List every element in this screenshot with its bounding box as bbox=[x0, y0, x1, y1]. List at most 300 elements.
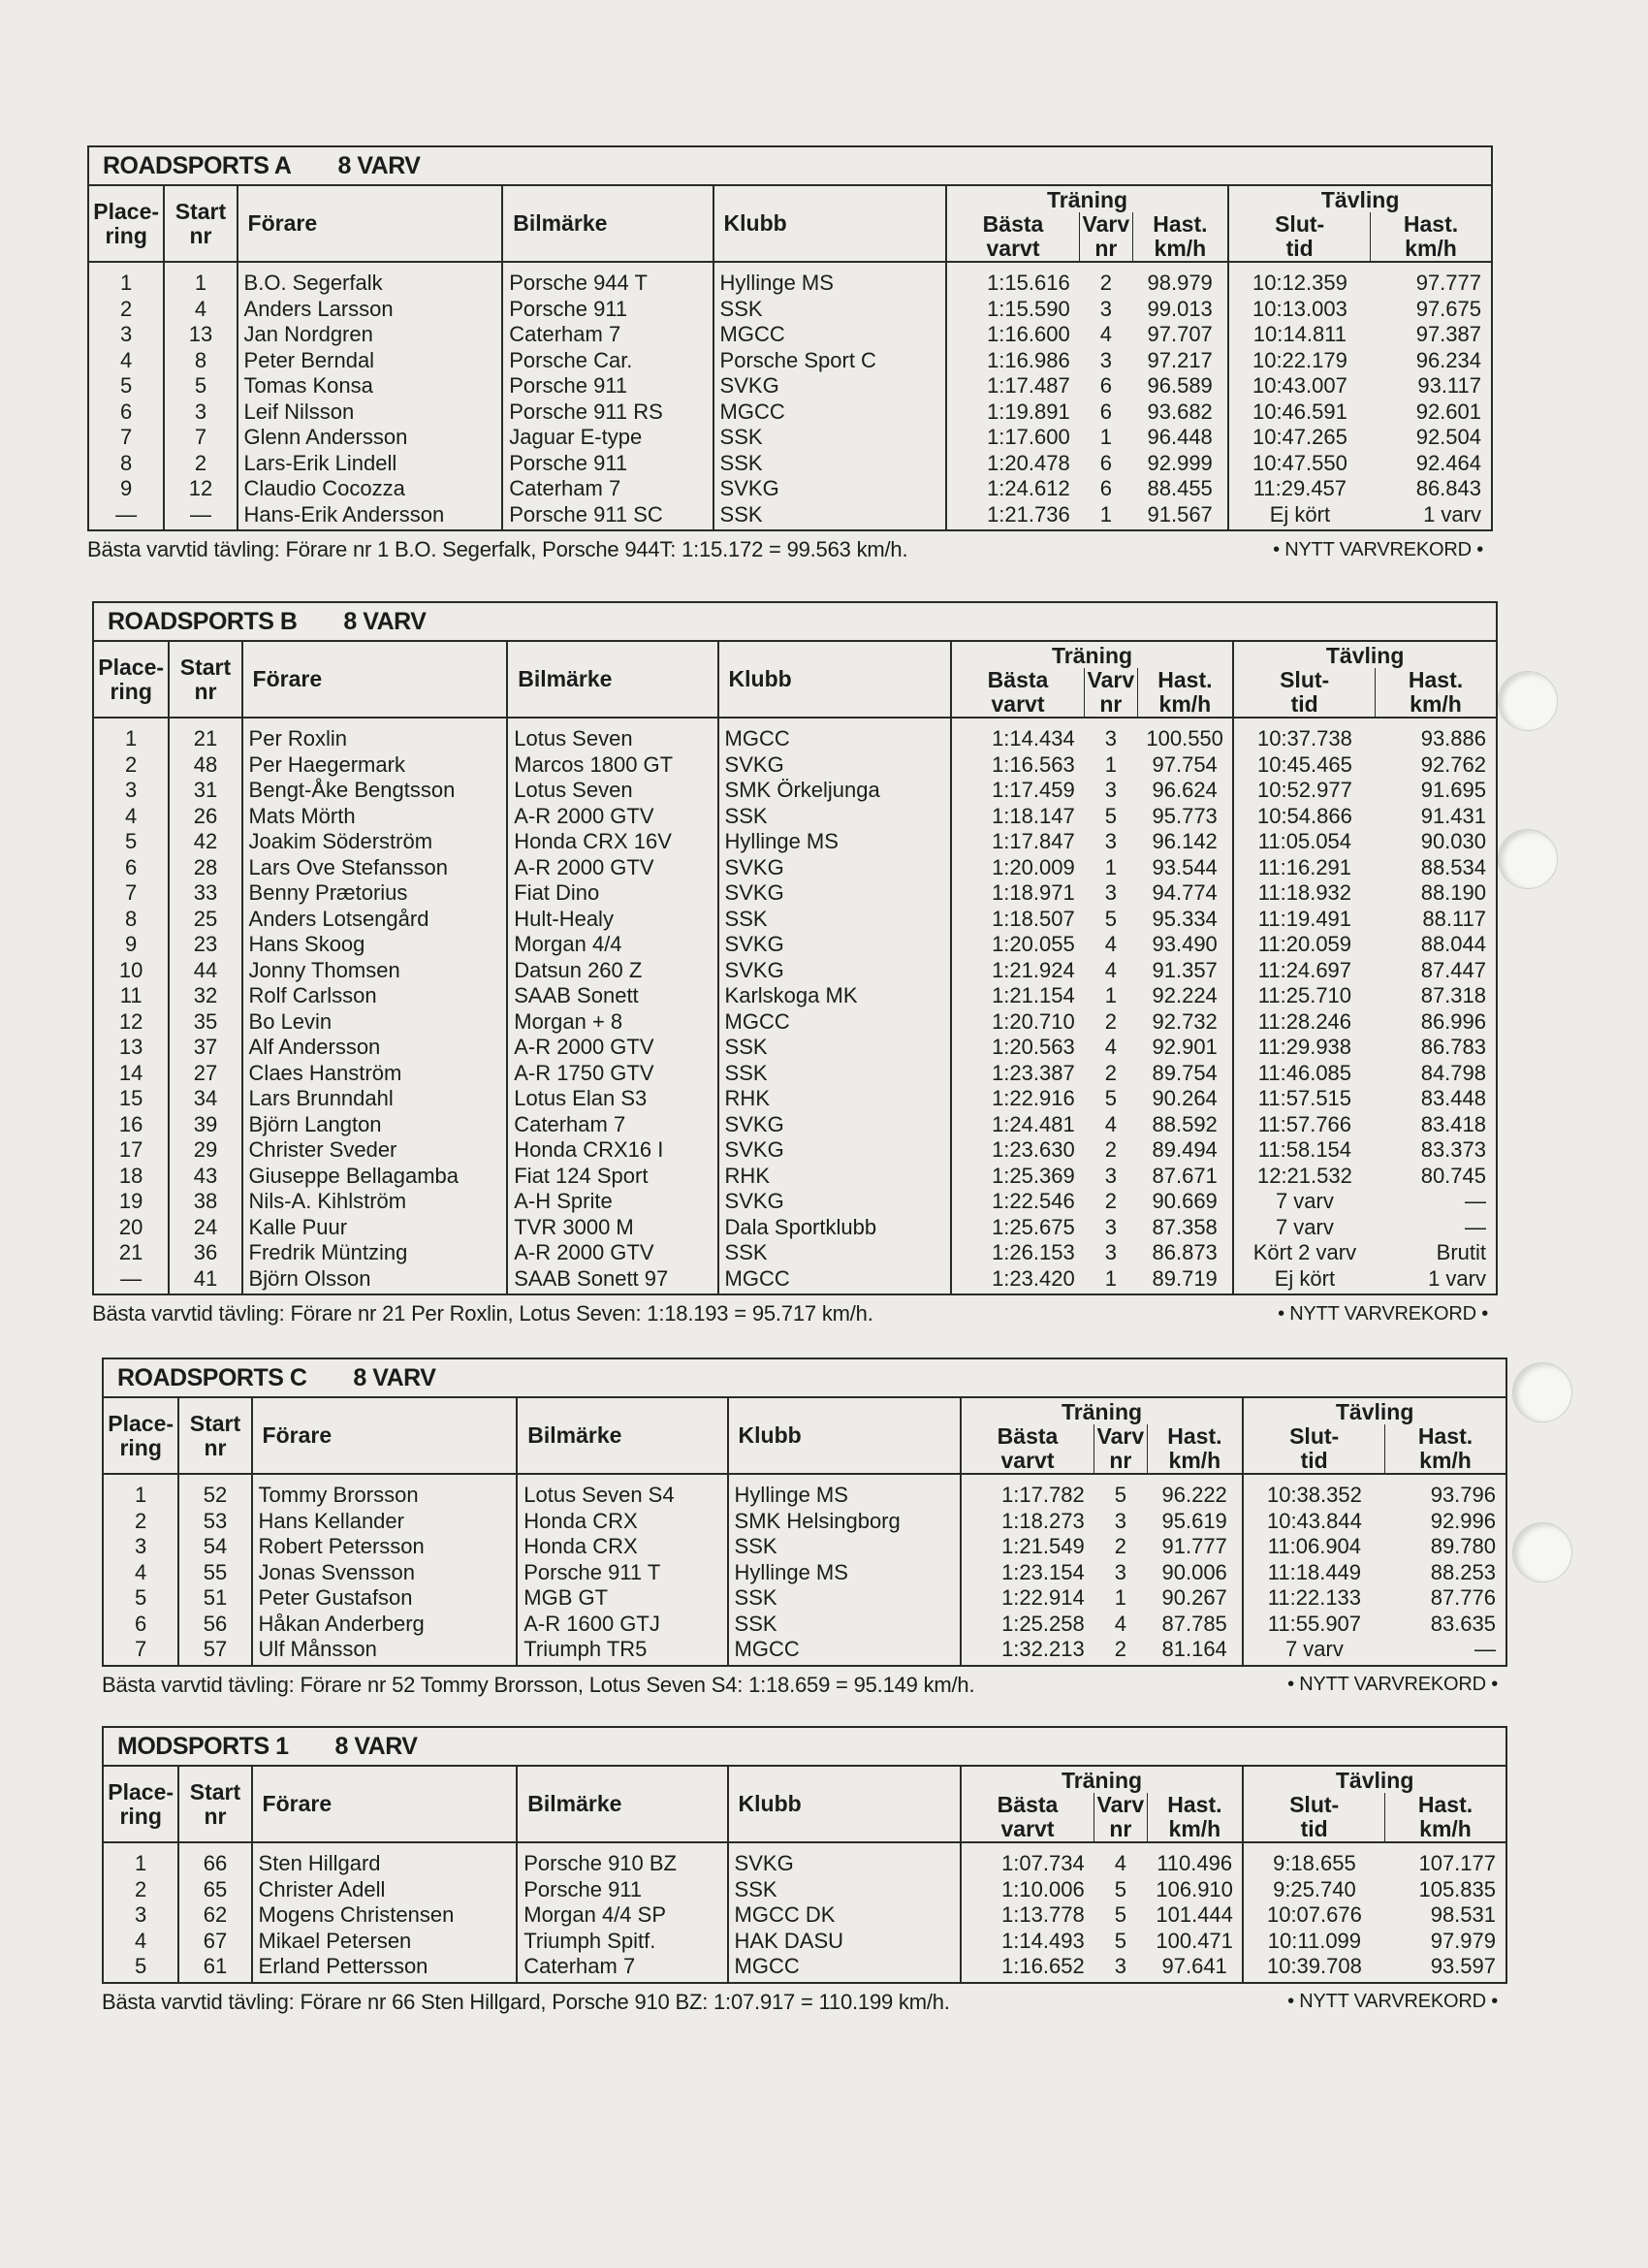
cell-varv-nr: 4 bbox=[1104, 932, 1117, 956]
cell-forare: Hans Skoog bbox=[242, 932, 508, 958]
cell-hast: 93.682 bbox=[1132, 399, 1228, 426]
cell-basta-varvt: 1:26.153 bbox=[951, 1240, 1085, 1266]
cell-klubb: MGCC bbox=[718, 1009, 951, 1036]
cell-hast: 86.873 bbox=[1137, 1240, 1233, 1266]
cell-placering: 11 bbox=[93, 983, 169, 1009]
cell-hast-tavling: 93.886 bbox=[1376, 718, 1497, 752]
cell-bilmarke: Honda CRX bbox=[517, 1509, 727, 1535]
cell-klubb: MGCC DK bbox=[728, 1902, 961, 1929]
cell-placering: 4 bbox=[103, 1929, 178, 1955]
cell-placering: 3 bbox=[88, 322, 164, 348]
table-row bbox=[103, 1929, 1506, 1955]
cell-klubb: SSK bbox=[728, 1534, 961, 1560]
cell-hast-tavling: 83.373 bbox=[1376, 1137, 1497, 1164]
cell-forare: Peter Gustafson bbox=[252, 1585, 518, 1612]
table-row bbox=[93, 958, 1497, 984]
cell-bilmarke: MGB GT bbox=[517, 1585, 727, 1612]
cell-basta-varvt: 1:17.847 bbox=[951, 829, 1085, 855]
cell-bilmarke: Caterham 7 bbox=[502, 476, 713, 502]
table-row bbox=[93, 932, 1497, 958]
cell-sluttid: 11:57.515 bbox=[1233, 1086, 1375, 1112]
cell-hast-tavling: 83.418 bbox=[1376, 1112, 1497, 1138]
cell-start: 44 bbox=[169, 958, 241, 984]
cell-hast-tavling: 107.177 bbox=[1385, 1842, 1506, 1877]
cell-klubb: SVKG bbox=[713, 373, 946, 399]
cell-forare: Björn Langton bbox=[242, 1112, 508, 1138]
punch-hole bbox=[1512, 1522, 1572, 1582]
cell-forare: Bengt-Åke Bengtsson bbox=[242, 778, 508, 804]
cell-placering: 15 bbox=[93, 1086, 169, 1112]
table-row bbox=[103, 1612, 1506, 1638]
section-laps: 8 VARV bbox=[337, 151, 421, 179]
section-footer bbox=[92, 1301, 1498, 1326]
col-sluttid: Slut- tid bbox=[1233, 668, 1375, 718]
cell-placering: 4 bbox=[93, 804, 169, 830]
cell-bilmarke: Fiat Dino bbox=[507, 880, 717, 907]
cell-varv-nr: 1 bbox=[1104, 751, 1117, 777]
cell-varv-nr: 1 bbox=[1099, 425, 1112, 449]
cell-hast: 81.164 bbox=[1147, 1637, 1243, 1666]
cell-klubb: SVKG bbox=[718, 855, 951, 881]
cell-placering: 7 bbox=[93, 880, 169, 907]
cell-klubb: SSK bbox=[718, 907, 951, 933]
cell-basta-varvt: 1:25.675 bbox=[951, 1215, 1085, 1241]
cell-bilmarke: Morgan 4/4 SP bbox=[517, 1902, 727, 1929]
cell-klubb: MGCC bbox=[718, 718, 951, 752]
cell-start: 67 bbox=[178, 1929, 251, 1955]
table-row bbox=[93, 1009, 1497, 1036]
cell-sluttid: 10:45.465 bbox=[1233, 752, 1375, 779]
cell-bilmarke: Porsche Car. bbox=[502, 348, 713, 374]
cell-sluttid: 11:24.697 bbox=[1233, 958, 1375, 984]
cell-sluttid: 9:25.740 bbox=[1243, 1877, 1384, 1903]
cell-hast-tavling: 92.996 bbox=[1385, 1509, 1506, 1535]
cell-varv-nr: 3 bbox=[1094, 1954, 1147, 1983]
table-row bbox=[93, 1137, 1497, 1164]
cell-forare: Ulf Månsson bbox=[252, 1637, 518, 1666]
table-row bbox=[93, 1112, 1497, 1138]
cell-sluttid: 11:46.085 bbox=[1233, 1061, 1375, 1087]
cell-hast-tavling: 93.597 bbox=[1385, 1954, 1506, 1983]
cell-hast-tavling: 88.117 bbox=[1376, 907, 1497, 933]
col-varv-nr: Varv nr bbox=[1085, 668, 1137, 718]
results-table bbox=[102, 1765, 1507, 1984]
section-modsports-1 bbox=[102, 1726, 1507, 2015]
cell-hast: 93.490 bbox=[1137, 932, 1233, 958]
cell-placering: 17 bbox=[93, 1137, 169, 1164]
cell-hast: 96.142 bbox=[1137, 829, 1233, 855]
cell-start: 31 bbox=[169, 778, 241, 804]
col-bilmarke: Bilmärke bbox=[507, 641, 717, 718]
results-table bbox=[102, 1396, 1507, 1667]
cell-start: 23 bbox=[169, 932, 241, 958]
col-bilmarke: Bilmärke bbox=[517, 1397, 727, 1474]
cell-klubb: SVKG bbox=[713, 476, 946, 502]
section-laps: 8 VARV bbox=[353, 1363, 436, 1391]
cell-hast: 96.589 bbox=[1132, 373, 1228, 399]
cell-bilmarke: Honda CRX bbox=[517, 1534, 727, 1560]
cell-klubb: SSK bbox=[728, 1612, 961, 1638]
cell-klubb: SSK bbox=[713, 451, 946, 477]
cell-start: 34 bbox=[169, 1086, 241, 1112]
cell-varv-nr: 1 bbox=[1104, 854, 1117, 879]
cell-start: 66 bbox=[178, 1842, 251, 1877]
cell-bilmarke: Porsche 944 T bbox=[502, 262, 713, 297]
cell-placering: 13 bbox=[93, 1035, 169, 1061]
col-forare: Förare bbox=[252, 1397, 518, 1474]
table-row bbox=[93, 804, 1497, 830]
cell-basta-varvt: 1:21.154 bbox=[951, 983, 1085, 1009]
cell-start: 25 bbox=[169, 907, 241, 933]
cell-hast: 91.357 bbox=[1137, 958, 1233, 984]
cell-start: 21 bbox=[169, 718, 241, 752]
cell-placering: 12 bbox=[93, 1009, 169, 1036]
table-row bbox=[88, 348, 1492, 374]
cell-start: 56 bbox=[178, 1612, 251, 1638]
lap-record-note: • NYTT VARVREKORD • bbox=[1287, 1991, 1498, 2012]
col-klubb: Klubb bbox=[728, 1766, 961, 1842]
section-roadsports-b bbox=[92, 601, 1498, 1326]
cell-placering: 1 bbox=[88, 262, 164, 297]
cell-start: 43 bbox=[169, 1164, 241, 1190]
cell-hast: 95.773 bbox=[1137, 804, 1233, 830]
cell-bilmarke: Morgan + 8 bbox=[507, 1009, 717, 1036]
cell-varv-nr: 5 bbox=[1104, 1086, 1117, 1110]
cell-hast-tavling: 87.318 bbox=[1376, 983, 1497, 1009]
cell-forare: Robert Petersson bbox=[252, 1534, 518, 1560]
cell-start: 55 bbox=[178, 1560, 251, 1586]
col-start: Start nr bbox=[178, 1397, 251, 1474]
cell-bilmarke: SAAB Sonett bbox=[507, 983, 717, 1009]
cell-hast-tavling: 93.117 bbox=[1371, 373, 1492, 399]
cell-hast: 90.006 bbox=[1147, 1560, 1243, 1586]
cell-basta-varvt: 1:16.563 bbox=[951, 752, 1085, 779]
cell-hast-tavling: 96.234 bbox=[1371, 348, 1492, 374]
cell-basta-varvt: 1:10.006 bbox=[961, 1877, 1094, 1903]
cell-placering: 5 bbox=[103, 1585, 178, 1612]
cell-forare: Benny Prætorius bbox=[242, 880, 508, 907]
cell-start: — bbox=[164, 502, 237, 531]
cell-varv-nr: 1 bbox=[1114, 1585, 1126, 1610]
cell-sluttid: 10:38.352 bbox=[1243, 1474, 1384, 1509]
col-sluttid: Slut- tid bbox=[1228, 212, 1370, 262]
table-row bbox=[103, 1534, 1506, 1560]
cell-sluttid: 10:54.866 bbox=[1233, 804, 1375, 830]
cell-basta-varvt: 1:14.434 bbox=[951, 718, 1085, 752]
section-footer bbox=[87, 537, 1493, 562]
cell-basta-varvt: 1:16.600 bbox=[946, 322, 1080, 348]
cell-basta-varvt: 1:21.924 bbox=[951, 958, 1085, 984]
col-group-tavling: Tävling bbox=[1228, 185, 1492, 212]
cell-hast: 91.567 bbox=[1132, 502, 1228, 531]
cell-basta-varvt: 1:23.154 bbox=[961, 1560, 1094, 1586]
cell-sluttid: 11:57.766 bbox=[1233, 1112, 1375, 1138]
cell-forare: Mikael Petersen bbox=[252, 1929, 518, 1955]
col-group-traning: Träning bbox=[961, 1397, 1243, 1424]
cell-hast: 94.774 bbox=[1137, 880, 1233, 907]
cell-varv-nr: 3 bbox=[1104, 1240, 1117, 1264]
cell-sluttid: 11:18.449 bbox=[1243, 1560, 1384, 1586]
cell-placering: 16 bbox=[93, 1112, 169, 1138]
cell-basta-varvt: 1:21.736 bbox=[946, 502, 1080, 531]
cell-bilmarke: Porsche 911 bbox=[517, 1877, 727, 1903]
cell-hast: 98.979 bbox=[1132, 262, 1228, 297]
cell-varv-nr: 4 bbox=[1114, 1851, 1126, 1875]
cell-varv-nr: 3 bbox=[1114, 1508, 1126, 1533]
cell-sluttid: 10:43.007 bbox=[1228, 373, 1370, 399]
cell-placering: 3 bbox=[93, 778, 169, 804]
cell-hast: 92.224 bbox=[1137, 983, 1233, 1009]
table-row bbox=[93, 855, 1497, 881]
cell-klubb: SSK bbox=[713, 425, 946, 451]
section-title: MODSPORTS 1 bbox=[117, 1732, 289, 1760]
cell-basta-varvt: 1:20.710 bbox=[951, 1009, 1085, 1036]
cell-forare: Mats Mörth bbox=[242, 804, 508, 830]
cell-start: 35 bbox=[169, 1009, 241, 1036]
cell-start: 38 bbox=[169, 1189, 241, 1215]
table-row bbox=[103, 1954, 1506, 1983]
col-start: Start nr bbox=[169, 641, 241, 718]
cell-sluttid: Ej kört bbox=[1233, 1266, 1375, 1295]
cell-klubb: HAK DASU bbox=[728, 1929, 961, 1955]
cell-bilmarke: Porsche 911 T bbox=[517, 1560, 727, 1586]
cell-basta-varvt: 1:23.387 bbox=[951, 1061, 1085, 1087]
cell-basta-varvt: 1:25.258 bbox=[961, 1612, 1094, 1638]
best-lap-note: Bästa varvtid tävling: Förare nr 52 Tommy Brorsson, Lotus Seven S4: 1:18.659 = 95.149 km/h. bbox=[102, 1672, 975, 1697]
cell-forare: Claudio Cocozza bbox=[238, 476, 503, 502]
cell-bilmarke: Lotus Seven bbox=[507, 778, 717, 804]
cell-sluttid: Ej kört bbox=[1228, 502, 1370, 531]
cell-forare: B.O. Segerfalk bbox=[238, 262, 503, 297]
cell-hast: 89.494 bbox=[1137, 1137, 1233, 1164]
cell-varv-nr: 3 bbox=[1104, 1163, 1117, 1188]
cell-sluttid: 10:43.844 bbox=[1243, 1509, 1384, 1535]
cell-sluttid: 10:39.708 bbox=[1243, 1954, 1384, 1983]
cell-hast-tavling: 86.783 bbox=[1376, 1035, 1497, 1061]
cell-varv-nr: 6 bbox=[1099, 476, 1112, 500]
cell-klubb: Porsche Sport C bbox=[713, 348, 946, 374]
cell-klubb: SSK bbox=[718, 1035, 951, 1061]
cell-bilmarke: Lotus Seven S4 bbox=[517, 1474, 727, 1509]
col-hast-tavling: Hast. km/h bbox=[1376, 668, 1497, 718]
cell-basta-varvt: 1:14.493 bbox=[961, 1929, 1094, 1955]
cell-bilmarke: A-R 2000 GTV bbox=[507, 804, 717, 830]
cell-sluttid: 12:21.532 bbox=[1233, 1164, 1375, 1190]
cell-klubb: Hyllinge MS bbox=[728, 1474, 961, 1509]
cell-start: 1 bbox=[164, 262, 237, 297]
cell-sluttid: 11:29.457 bbox=[1228, 476, 1370, 502]
col-hast: Hast. km/h bbox=[1137, 668, 1233, 718]
cell-hast-tavling: 92.601 bbox=[1371, 399, 1492, 426]
cell-hast: 97.707 bbox=[1132, 322, 1228, 348]
cell-hast-tavling: 92.464 bbox=[1371, 451, 1492, 477]
col-group-traning: Träning bbox=[946, 185, 1228, 212]
results-table bbox=[87, 184, 1493, 531]
col-group-tavling: Tävling bbox=[1243, 1397, 1506, 1424]
cell-sluttid: 11:28.246 bbox=[1233, 1009, 1375, 1036]
cell-placering: — bbox=[93, 1266, 169, 1295]
cell-start: 65 bbox=[178, 1877, 251, 1903]
cell-hast: 97.754 bbox=[1137, 752, 1233, 779]
cell-klubb: SMK Helsingborg bbox=[728, 1509, 961, 1535]
cell-hast-tavling: 98.531 bbox=[1385, 1902, 1506, 1929]
cell-start: 48 bbox=[169, 752, 241, 779]
table-row bbox=[88, 399, 1492, 426]
section-title: ROADSPORTS B bbox=[108, 607, 298, 635]
cell-placering: 2 bbox=[88, 297, 164, 323]
cell-bilmarke: Triumph TR5 bbox=[517, 1637, 727, 1666]
cell-basta-varvt: 1:22.546 bbox=[951, 1189, 1085, 1215]
cell-bilmarke: Lotus Elan S3 bbox=[507, 1086, 717, 1112]
cell-forare: Lars-Erik Lindell bbox=[238, 451, 503, 477]
cell-placering: 7 bbox=[103, 1637, 178, 1666]
table-row bbox=[93, 1189, 1497, 1215]
table-row bbox=[103, 1877, 1506, 1903]
cell-basta-varvt: 1:23.420 bbox=[951, 1266, 1085, 1295]
col-hast-tavling: Hast. km/h bbox=[1385, 1793, 1506, 1842]
cell-placering: 7 bbox=[88, 425, 164, 451]
cell-varv-nr: 3 bbox=[1104, 726, 1117, 751]
col-varv-nr: Varv nr bbox=[1080, 212, 1132, 262]
cell-start: 27 bbox=[169, 1061, 241, 1087]
cell-klubb: Hyllinge MS bbox=[718, 829, 951, 855]
col-bilmarke: Bilmärke bbox=[502, 185, 713, 262]
cell-placering: 1 bbox=[103, 1842, 178, 1877]
table-row bbox=[93, 1266, 1497, 1295]
cell-placering: 14 bbox=[93, 1061, 169, 1087]
cell-varv-nr: 1 bbox=[1080, 502, 1132, 531]
cell-basta-varvt: 1:24.481 bbox=[951, 1112, 1085, 1138]
cell-start: 62 bbox=[178, 1902, 251, 1929]
cell-placering: 6 bbox=[88, 399, 164, 426]
cell-klubb: SSK bbox=[728, 1877, 961, 1903]
cell-bilmarke: Caterham 7 bbox=[507, 1112, 717, 1138]
cell-placering: 1 bbox=[93, 718, 169, 752]
cell-basta-varvt: 1:16.652 bbox=[961, 1954, 1094, 1983]
cell-hast: 87.785 bbox=[1147, 1612, 1243, 1638]
cell-start: 5 bbox=[164, 373, 237, 399]
cell-varv-nr: 1 bbox=[1085, 1266, 1137, 1295]
cell-hast-tavling: 89.780 bbox=[1385, 1534, 1506, 1560]
cell-bilmarke: Porsche 911 bbox=[502, 373, 713, 399]
cell-varv-nr: 5 bbox=[1114, 1483, 1126, 1507]
cell-basta-varvt: 1:20.009 bbox=[951, 855, 1085, 881]
cell-placering: — bbox=[88, 502, 164, 531]
section-title-bar bbox=[87, 145, 1493, 184]
cell-hast: 99.013 bbox=[1132, 297, 1228, 323]
cell-basta-varvt: 1:17.459 bbox=[951, 778, 1085, 804]
cell-hast: 101.444 bbox=[1147, 1902, 1243, 1929]
cell-sluttid: 10:12.359 bbox=[1228, 262, 1370, 297]
cell-forare: Fredrik Müntzing bbox=[242, 1240, 508, 1266]
table-row bbox=[93, 983, 1497, 1009]
cell-varv-nr: 3 bbox=[1104, 829, 1117, 853]
cell-hast-tavling: — bbox=[1385, 1637, 1506, 1666]
cell-hast: 93.544 bbox=[1137, 855, 1233, 881]
col-basta-varvt: Bästa varvt bbox=[951, 668, 1085, 718]
cell-hast-tavling: 97.979 bbox=[1385, 1929, 1506, 1955]
cell-forare: Giuseppe Bellagamba bbox=[242, 1164, 508, 1190]
cell-hast-tavling: 97.777 bbox=[1371, 262, 1492, 297]
cell-start: 42 bbox=[169, 829, 241, 855]
cell-bilmarke: Datsun 260 Z bbox=[507, 958, 717, 984]
table-row bbox=[88, 476, 1492, 502]
col-basta-varvt: Bästa varvt bbox=[961, 1793, 1094, 1842]
col-hast: Hast. km/h bbox=[1147, 1424, 1243, 1474]
col-placering: Place- ring bbox=[103, 1766, 178, 1842]
cell-basta-varvt: 1:22.914 bbox=[961, 1585, 1094, 1612]
cell-varv-nr: 4 bbox=[1104, 1035, 1117, 1059]
cell-placering: 5 bbox=[93, 829, 169, 855]
col-placering: Place- ring bbox=[93, 641, 169, 718]
cell-klubb: SVKG bbox=[718, 1112, 951, 1138]
cell-sluttid: 10:07.676 bbox=[1243, 1902, 1384, 1929]
cell-hast: 100.550 bbox=[1137, 718, 1233, 752]
cell-forare: Christer Adell bbox=[252, 1877, 518, 1903]
cell-hast: 95.619 bbox=[1147, 1509, 1243, 1535]
cell-hast: 90.267 bbox=[1147, 1585, 1243, 1612]
col-hast-tavling: Hast. km/h bbox=[1371, 212, 1492, 262]
cell-bilmarke: A-R 1750 GTV bbox=[507, 1061, 717, 1087]
cell-forare: Rolf Carlsson bbox=[242, 983, 508, 1009]
cell-start: 54 bbox=[178, 1534, 251, 1560]
cell-sluttid: 11:55.907 bbox=[1243, 1612, 1384, 1638]
cell-hast-tavling: 105.835 bbox=[1385, 1877, 1506, 1903]
cell-forare: Hans Kellander bbox=[252, 1509, 518, 1535]
cell-sluttid: 11:58.154 bbox=[1233, 1137, 1375, 1164]
cell-bilmarke: Marcos 1800 GT bbox=[507, 752, 717, 779]
cell-start: 26 bbox=[169, 804, 241, 830]
cell-varv-nr: 5 bbox=[1114, 1902, 1126, 1927]
cell-placering: 2 bbox=[103, 1877, 178, 1903]
cell-klubb: SVKG bbox=[718, 752, 951, 779]
cell-sluttid: 7 varv bbox=[1243, 1637, 1384, 1666]
table-row bbox=[93, 1164, 1497, 1190]
cell-hast: 96.448 bbox=[1132, 425, 1228, 451]
cell-varv-nr: 4 bbox=[1104, 1111, 1117, 1136]
cell-placering: 21 bbox=[93, 1240, 169, 1266]
cell-sluttid: 10:47.550 bbox=[1228, 451, 1370, 477]
cell-start: 37 bbox=[169, 1035, 241, 1061]
cell-placering: 6 bbox=[93, 855, 169, 881]
col-bilmarke: Bilmärke bbox=[517, 1766, 727, 1842]
cell-hast-tavling: 83.635 bbox=[1385, 1612, 1506, 1638]
cell-start: 51 bbox=[178, 1585, 251, 1612]
cell-basta-varvt: 1:19.891 bbox=[946, 399, 1080, 426]
cell-bilmarke: A-R 2000 GTV bbox=[507, 1240, 717, 1266]
cell-forare: Anders Lotsengård bbox=[242, 907, 508, 933]
cell-start: 3 bbox=[164, 399, 237, 426]
cell-start: 32 bbox=[169, 983, 241, 1009]
cell-basta-varvt: 1:16.986 bbox=[946, 348, 1080, 374]
cell-klubb: MGCC bbox=[718, 1266, 951, 1295]
cell-klubb: MGCC bbox=[728, 1954, 961, 1983]
cell-start: 61 bbox=[178, 1954, 251, 1983]
cell-basta-varvt: 1:25.369 bbox=[951, 1164, 1085, 1190]
cell-basta-varvt: 1:18.507 bbox=[951, 907, 1085, 933]
section-laps: 8 VARV bbox=[334, 1732, 418, 1760]
col-varv-nr: Varv nr bbox=[1094, 1793, 1147, 1842]
cell-klubb: SSK bbox=[718, 804, 951, 830]
cell-forare: Jan Nordgren bbox=[238, 322, 503, 348]
cell-klubb: SMK Örkeljunga bbox=[718, 778, 951, 804]
cell-basta-varvt: 1:17.782 bbox=[961, 1474, 1094, 1509]
cell-placering: 9 bbox=[88, 476, 164, 502]
table-row bbox=[103, 1637, 1506, 1666]
cell-hast-tavling: 83.448 bbox=[1376, 1086, 1497, 1112]
table-row bbox=[93, 880, 1497, 907]
cell-klubb: MGCC bbox=[713, 322, 946, 348]
